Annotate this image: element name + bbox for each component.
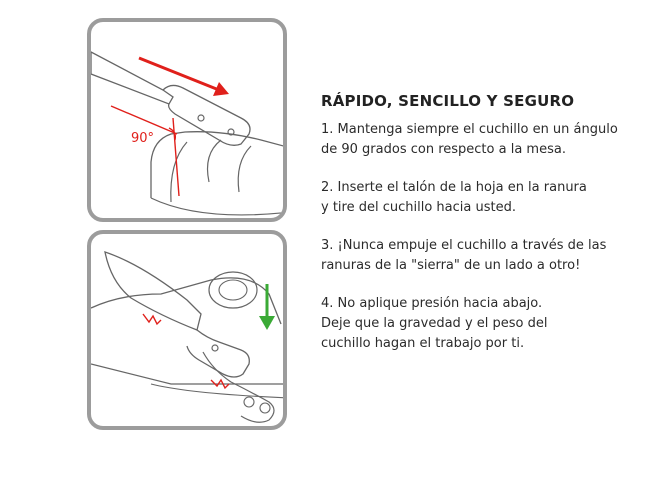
step-1 bbox=[321, 120, 641, 160]
knife-handle bbox=[163, 85, 250, 145]
angle-line-horizontal bbox=[111, 106, 177, 134]
knife-pull-illustration bbox=[91, 234, 287, 430]
hand bbox=[203, 352, 274, 422]
step-3 bbox=[321, 236, 641, 276]
step-4 bbox=[321, 294, 641, 354]
step-line: 3. ¡Nunca empuje el cuchillo a través de las bbox=[321, 238, 607, 253]
illustration-angle-panel bbox=[87, 18, 287, 222]
knife-handle bbox=[187, 330, 249, 377]
step-line: de 90 grados con respecto a la mesa. bbox=[321, 142, 566, 157]
spark-icon bbox=[143, 314, 161, 324]
step-line: 1. Mantenga siempre el cuchillo en un ángulo bbox=[321, 122, 618, 137]
down-arrow-head bbox=[259, 316, 275, 330]
step-line: ranuras de la "sierra" de un lado a otro! bbox=[321, 258, 581, 273]
pull-arrow bbox=[139, 58, 219, 90]
angle-label: 90° bbox=[131, 131, 155, 146]
knife-blade bbox=[91, 52, 173, 104]
instructions-heading: RÁPIDO, SENCILLO Y SEGURO bbox=[321, 92, 575, 110]
step-line: Deje que la gravedad y el peso del bbox=[321, 316, 548, 331]
knife-blade bbox=[105, 252, 201, 330]
step-line: 2. Inserte el talón de la hoja en la ranura bbox=[321, 180, 587, 195]
step-2 bbox=[321, 178, 641, 218]
illustration-pull-panel bbox=[87, 230, 287, 430]
step-line: 4. No aplique presión hacia abajo. bbox=[321, 296, 543, 311]
knife-angle-illustration bbox=[91, 22, 287, 222]
step-line: y tire del cuchillo hacia usted. bbox=[321, 200, 516, 215]
instructions-block bbox=[321, 92, 641, 372]
step-line: cuchillo hagan el trabajo por ti. bbox=[321, 336, 525, 351]
